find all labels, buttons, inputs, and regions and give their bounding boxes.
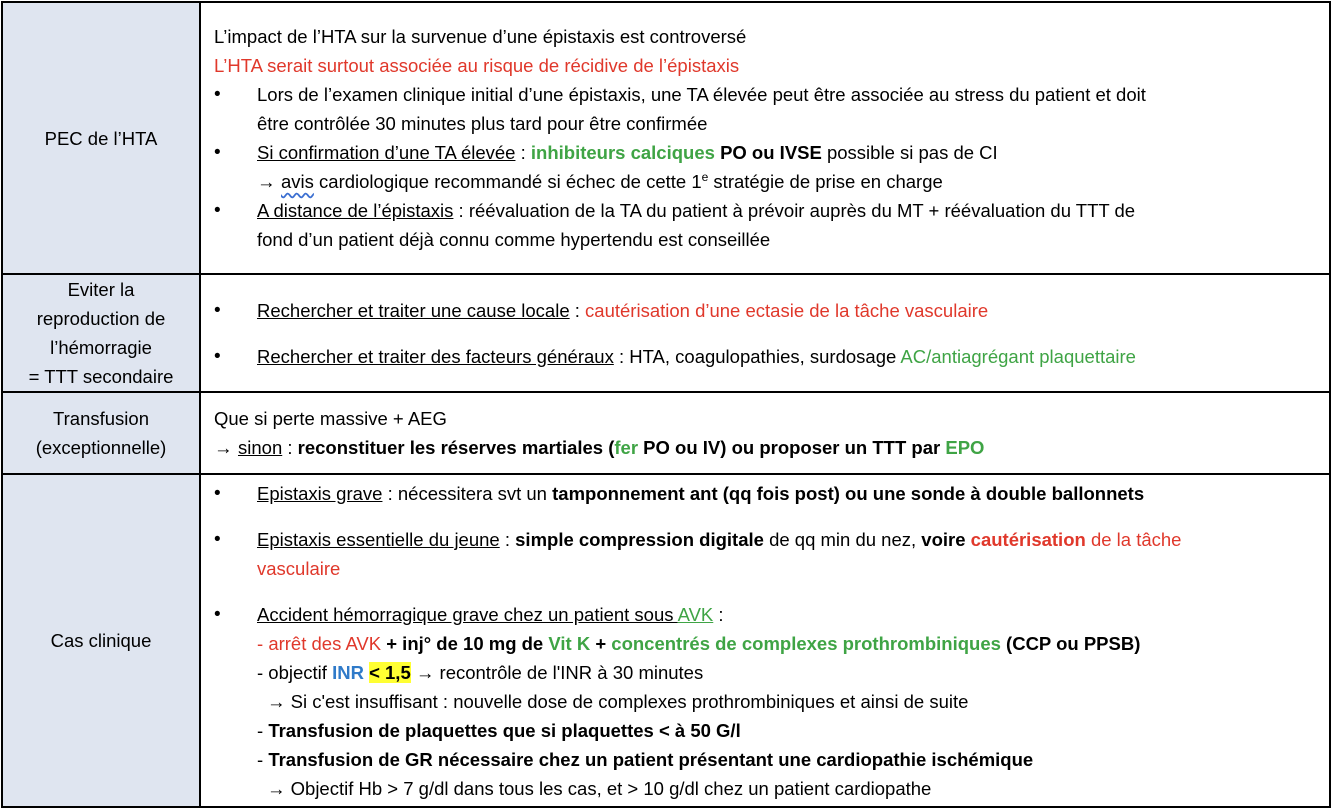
row-reproduction [2,274,1330,392]
hta-bullet-2: • Si confirmation d’une TA élevée : inhibiteurs calciques PO ou IVSE possible si pas de CI → avis cardiologique recommandé si échec de cette 1e stratégie de prise en charge [214,138,1319,196]
inr-target-highlight: < 1,5 [369,661,411,683]
row-label-transfusion: Transfusion (exceptionnelle) [2,392,200,474]
hta-intro-2: L’HTA serait surtout associée au risque de récidive de l’épistaxis [214,55,740,76]
hta-bullet-3: • A distance de l’épistaxis : réévaluation de la TA du patient à prévoir auprès du MT + réévaluation du TTT de fond d’un patient déjà connu comme hypertendu est conseillée [214,196,1319,254]
row-label-reproduction: Eviter la reproduction de l’hémorragie = TTT secondaire [2,274,200,392]
row-content-transfusion: Que si perte massive + AEG → sinon : reconstituer les réserves martiales (fer PO ou IV) ou proposer un TTT par EPO [200,392,1330,474]
row-cas-clinique [2,474,1330,807]
arrow-icon: → [257,171,276,192]
row-content-cas-clinique [200,474,1330,807]
row-content-reproduction [200,274,1330,392]
cas-bullet-2: • Epistaxis essentielle du jeune : simple compression digitale de qq min du nez, voire cautérisation de la tâche vasculaire [214,525,1319,583]
cas-bullet-3: • Accident hémorragique grave chez un patient sous AVK : - arrêt des AVK + inj° de 10 mg de Vit K + concentrés de complexes prothrombiniques (CCP ou PPSB) - objectif INR < 1,5 → recontrôle de l'INR à 30 minutes → Si c'est insuffisant : nouvelle dose de complexes prothrombiniques et ainsi de suite - Transfusion de plaquettes que si plaquettes < à 50 G/l - Transfusion de GR nécessaire chez un patient présentant une cardiopathie ischémique → Objectif Hb > 7 g/dl dans tous les cas, et > 10 g/dl chez un patient cardiopathe [214,600,1319,803]
recap-table [1,1,1331,808]
row-transfusion [2,392,1330,474]
cas-bullet-1: • Epistaxis grave : nécessitera svt un tamponnement ant (qq fois post) ou une sonde à double ballonnets [214,479,1319,508]
reproduction-bullet-1: • Rechercher et traiter une cause locale : cautérisation d’une ectasie de la tâche vasculaire [214,296,1319,325]
hta-intro-1: L’impact de l’HTA sur la survenue d’une épistaxis est controversé [214,26,747,47]
row-label-cas-clinique: Cas clinique [2,474,200,807]
hta-drug-class: inhibiteurs calciques [530,142,715,163]
hta-bullet-1: • Lors de l’examen clinique initial d’une épistaxis, une TA élevée peut être associée au stress du patient et doit être contrôlée 30 minutes plus tard pour être confirmée [214,80,1319,138]
row-label-pec-hta: PEC de l’HTA [2,2,200,274]
row-content-pec-hta [200,2,1330,274]
row-pec-hta [2,2,1330,274]
arrow-icon: → [410,661,440,683]
arrow-icon: → [214,437,233,458]
reproduction-bullet-2: • Rechercher et traiter des facteurs généraux : HTA, coagulopathies, surdosage AC/antiagrégant plaquettaire [214,342,1319,371]
